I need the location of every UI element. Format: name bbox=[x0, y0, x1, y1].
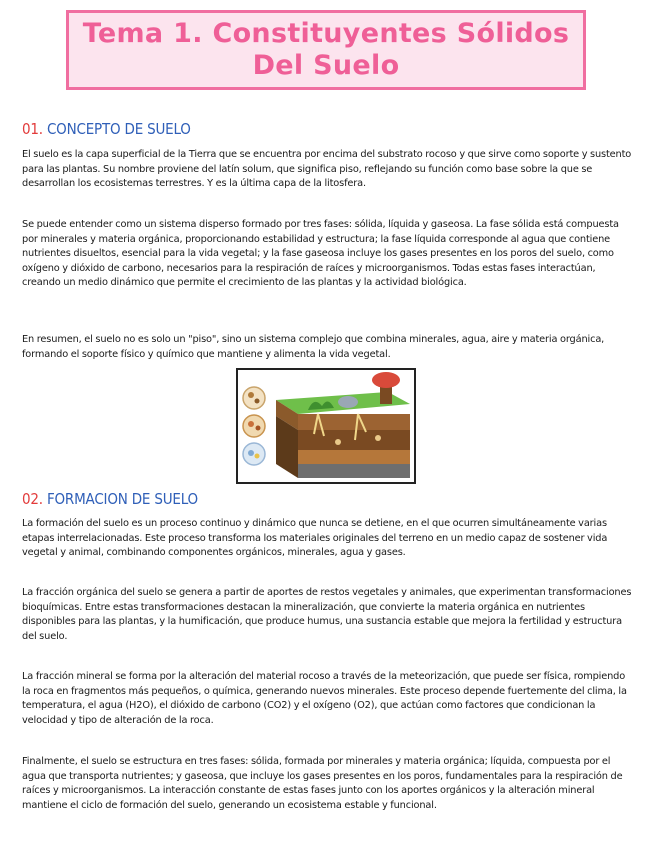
parent-material-layer bbox=[298, 450, 410, 464]
section-number: 02. bbox=[22, 490, 43, 508]
section-title: FORMACION DE SUELO bbox=[46, 490, 198, 508]
soil-sample-circle-2 bbox=[243, 415, 265, 437]
paragraph: La fracción orgánica del suelo se genera a partir de aportes de restos vegetales y animales, que experimentan transformaciones bioquímicas. Entre estas transformaciones destacan la mineralización, que convierte la materia orgánica en nutrientes disponibles para las plantas, y la humificación, que produce humus, una sustancia estable que mejora la fertilidad y estructura del suelo. bbox=[22, 587, 632, 642]
page-title-line-2: Del Suelo bbox=[252, 50, 400, 81]
paragraph: La formación del suelo es un proceso continuo y dinámico que nunca se detiene, en el que ocurren simultáneamente varias etapas interrelacionadas. Este proceso transforma los materiales originales del terreno en un medio capaz de sostener vida vegetal y animal, combinando componentes orgánicos, minerales, agua y gases. bbox=[22, 518, 608, 559]
title-box bbox=[66, 10, 586, 90]
section-number: 01. bbox=[22, 120, 43, 138]
soil-sample-circle-1 bbox=[243, 387, 265, 409]
soil-sample-circle-3 bbox=[243, 443, 265, 465]
section-title: CONCEPTO DE SUELO bbox=[46, 120, 191, 138]
paragraph: En resumen, el suelo no es solo un "piso", sino un sistema complejo que combina minerales, agua, aire y materia orgánica, formando el soporte físico y químico que mantiene y alimenta la vida vegetal. bbox=[22, 334, 605, 360]
soil-layers-image bbox=[238, 370, 414, 482]
soil-illustration bbox=[236, 368, 416, 484]
section-heading-formacion bbox=[22, 490, 198, 508]
paragraph: La fracción mineral se forma por la alteración del material rocoso a través de la meteorización, que puede ser física, rompiendo la roca en fragmentos más pequeños, o química, generando nuevos minerales. Este proceso depende fuertemente del clima, la temperatura, el agua (H2O), el dióxido de carbono (CO2) y el oxígeno (O2), que actúan como factores que condicionan la velocidad y tipo de alteración de la roca. bbox=[22, 671, 627, 726]
page-title-line-1: Tema 1. Constituyentes Sólidos bbox=[82, 18, 570, 49]
paragraph: Finalmente, el suelo se estructura en tres fases: sólida, formada por minerales y materia orgánica; líquida, compuesta por el agua que transporta nutrientes; y gaseosa, que incluye los gases presentes en los poros, fundamentales para la respiración de raíces y microorganismos. La interacción constante de estas fases junto con los aportes orgánicos y la alteración mineral mantiene el ciclo de formación del suelo, generando un ecosistema estable y funcional. bbox=[22, 756, 623, 811]
paragraph: El suelo es la capa superficial de la Tierra que se encuentra por encima del substrato rocoso y que sirve como soporte y sustento para las plantas. Su nombre proviene del latín solum, que significa piso, reflejando su función como base sobre la que se desarrollan los ecosistemas terrestres. Y es la última capa de la litosfera. bbox=[22, 149, 632, 190]
paragraph: Se puede entender como un sistema disperso formado por tres fases: sólida, líquida y gaseosa. La fase sólida está compuesta por minerales y materia orgánica, proporcionando estabilidad y estructura; la fase líquida corresponde al agua que contiene nutrientes disueltos, esencial para la vida vegetal; y la fase gaseosa incluye los gases presentes en los poros del suelo, como oxígeno y dióxido de carbono, necesarios para la respiración de raíces y microorganismos. Todas estas fases interactúan, creando un medio dinámico que permite el crecimiento de las plantas y la actividad biológica. bbox=[22, 219, 619, 289]
bedrock-layer bbox=[298, 464, 410, 478]
section-heading-concepto bbox=[22, 120, 191, 138]
